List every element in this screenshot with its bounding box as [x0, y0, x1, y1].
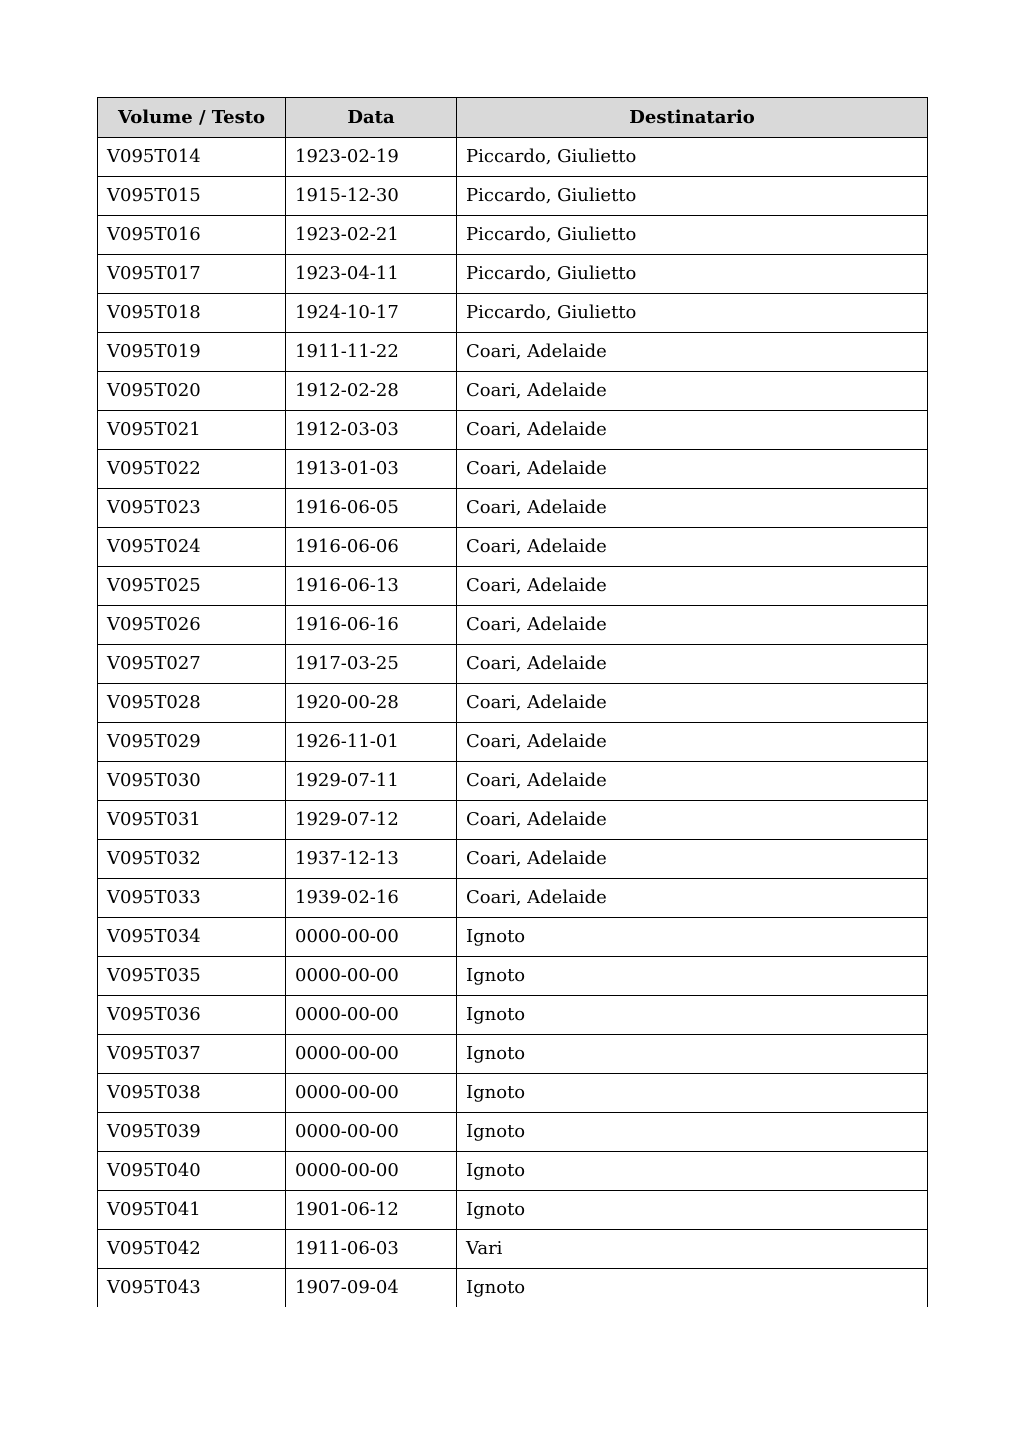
table-row [98, 333, 928, 372]
cell-destinatario: Ignoto [457, 1269, 928, 1308]
cell-volume-testo: V095T033 [98, 879, 286, 918]
cell-volume-testo: V095T026 [98, 606, 286, 645]
cell-destinatario: Ignoto [457, 1152, 928, 1191]
cell-volume-testo: V095T021 [98, 411, 286, 450]
cell-destinatario: Piccardo, Giulietto [457, 255, 928, 294]
table-row [98, 801, 928, 840]
column-header-destinatario: Destinatario [457, 98, 928, 138]
cell-volume-testo: V095T041 [98, 1191, 286, 1230]
table-row [98, 879, 928, 918]
cell-volume-testo: V095T027 [98, 645, 286, 684]
cell-volume-testo: V095T038 [98, 1074, 286, 1113]
cell-data: 1912-03-03 [286, 411, 457, 450]
cell-volume-testo: V095T028 [98, 684, 286, 723]
cell-destinatario: Ignoto [457, 1074, 928, 1113]
cell-destinatario: Ignoto [457, 996, 928, 1035]
cell-volume-testo: V095T022 [98, 450, 286, 489]
table-row [98, 255, 928, 294]
cell-data: 1907-09-04 [286, 1269, 457, 1308]
table-row [98, 645, 928, 684]
table-row [98, 450, 928, 489]
cell-data: 1923-02-21 [286, 216, 457, 255]
cell-destinatario: Coari, Adelaide [457, 645, 928, 684]
cell-data: 0000-00-00 [286, 918, 457, 957]
cell-destinatario: Coari, Adelaide [457, 372, 928, 411]
cell-data: 0000-00-00 [286, 1113, 457, 1152]
cell-volume-testo: V095T015 [98, 177, 286, 216]
cell-destinatario: Ignoto [457, 1191, 928, 1230]
table-row [98, 606, 928, 645]
cell-data: 1926-11-01 [286, 723, 457, 762]
table-row [98, 294, 928, 333]
cell-destinatario: Ignoto [457, 957, 928, 996]
cell-volume-testo: V095T043 [98, 1269, 286, 1308]
cell-data: 1913-01-03 [286, 450, 457, 489]
cell-volume-testo: V095T036 [98, 996, 286, 1035]
cell-volume-testo: V095T032 [98, 840, 286, 879]
cell-volume-testo: V095T031 [98, 801, 286, 840]
cell-volume-testo: V095T017 [98, 255, 286, 294]
cell-volume-testo: V095T020 [98, 372, 286, 411]
cell-destinatario: Piccardo, Giulietto [457, 177, 928, 216]
table-row [98, 762, 928, 801]
table-row [98, 411, 928, 450]
cell-data: 1924-10-17 [286, 294, 457, 333]
cell-data: 1923-04-11 [286, 255, 457, 294]
cell-data: 1911-11-22 [286, 333, 457, 372]
table-row [98, 957, 928, 996]
cell-volume-testo: V095T024 [98, 528, 286, 567]
cell-destinatario: Coari, Adelaide [457, 411, 928, 450]
table-row [98, 489, 928, 528]
cell-destinatario: Coari, Adelaide [457, 762, 928, 801]
cell-destinatario: Piccardo, Giulietto [457, 216, 928, 255]
table-row [98, 1152, 928, 1191]
cell-volume-testo: V095T042 [98, 1230, 286, 1269]
cell-data: 1916-06-05 [286, 489, 457, 528]
cell-destinatario: Coari, Adelaide [457, 450, 928, 489]
cell-destinatario: Coari, Adelaide [457, 567, 928, 606]
cell-volume-testo: V095T025 [98, 567, 286, 606]
cell-destinatario: Coari, Adelaide [457, 879, 928, 918]
cell-destinatario: Coari, Adelaide [457, 723, 928, 762]
table-row [98, 528, 928, 567]
cell-destinatario: Ignoto [457, 918, 928, 957]
cell-volume-testo: V095T034 [98, 918, 286, 957]
cell-data: 0000-00-00 [286, 996, 457, 1035]
table-row [98, 216, 928, 255]
table-row [98, 1074, 928, 1113]
cell-data: 0000-00-00 [286, 1035, 457, 1074]
cell-destinatario: Coari, Adelaide [457, 684, 928, 723]
column-header-data: Data [286, 98, 457, 138]
cell-data: 1917-03-25 [286, 645, 457, 684]
table-row [98, 840, 928, 879]
cell-volume-testo: V095T016 [98, 216, 286, 255]
table-row [98, 1230, 928, 1269]
cell-destinatario: Coari, Adelaide [457, 840, 928, 879]
table-row [98, 567, 928, 606]
cell-data: 0000-00-00 [286, 957, 457, 996]
cell-volume-testo: V095T037 [98, 1035, 286, 1074]
table-row [98, 138, 928, 177]
cell-destinatario: Piccardo, Giulietto [457, 138, 928, 177]
cell-volume-testo: V095T018 [98, 294, 286, 333]
cell-destinatario: Vari [457, 1230, 928, 1269]
cell-volume-testo: V095T030 [98, 762, 286, 801]
cell-destinatario: Coari, Adelaide [457, 606, 928, 645]
cell-destinatario: Piccardo, Giulietto [457, 294, 928, 333]
cell-destinatario: Coari, Adelaide [457, 333, 928, 372]
cell-destinatario: Coari, Adelaide [457, 801, 928, 840]
table-row [98, 177, 928, 216]
cell-data: 1929-07-12 [286, 801, 457, 840]
cell-destinatario: Coari, Adelaide [457, 528, 928, 567]
cell-data: 1915-12-30 [286, 177, 457, 216]
cell-data: 1916-06-06 [286, 528, 457, 567]
table-row [98, 1191, 928, 1230]
cell-volume-testo: V095T014 [98, 138, 286, 177]
cell-data: 1937-12-13 [286, 840, 457, 879]
cell-data: 1920-00-28 [286, 684, 457, 723]
cell-data: 0000-00-00 [286, 1074, 457, 1113]
table-row [98, 996, 928, 1035]
letters-table [97, 97, 928, 1307]
cell-volume-testo: V095T039 [98, 1113, 286, 1152]
column-header-volume-testo: Volume / Testo [98, 98, 286, 138]
table-header-row [98, 98, 928, 138]
table-row [98, 684, 928, 723]
cell-data: 1939-02-16 [286, 879, 457, 918]
cell-data: 1916-06-16 [286, 606, 457, 645]
cell-destinatario: Coari, Adelaide [457, 489, 928, 528]
table-row [98, 1269, 928, 1308]
table-body [98, 138, 928, 1308]
cell-volume-testo: V095T023 [98, 489, 286, 528]
cell-volume-testo: V095T035 [98, 957, 286, 996]
table-row [98, 372, 928, 411]
cell-data: 1923-02-19 [286, 138, 457, 177]
table-row [98, 723, 928, 762]
cell-data: 1901-06-12 [286, 1191, 457, 1230]
cell-data: 1912-02-28 [286, 372, 457, 411]
table-row [98, 1035, 928, 1074]
cell-data: 0000-00-00 [286, 1152, 457, 1191]
cell-volume-testo: V095T040 [98, 1152, 286, 1191]
cell-volume-testo: V095T019 [98, 333, 286, 372]
cell-destinatario: Ignoto [457, 1113, 928, 1152]
cell-data: 1911-06-03 [286, 1230, 457, 1269]
cell-data: 1916-06-13 [286, 567, 457, 606]
cell-volume-testo: V095T029 [98, 723, 286, 762]
cell-data: 1929-07-11 [286, 762, 457, 801]
table-row [98, 1113, 928, 1152]
table-row [98, 918, 928, 957]
cell-destinatario: Ignoto [457, 1035, 928, 1074]
